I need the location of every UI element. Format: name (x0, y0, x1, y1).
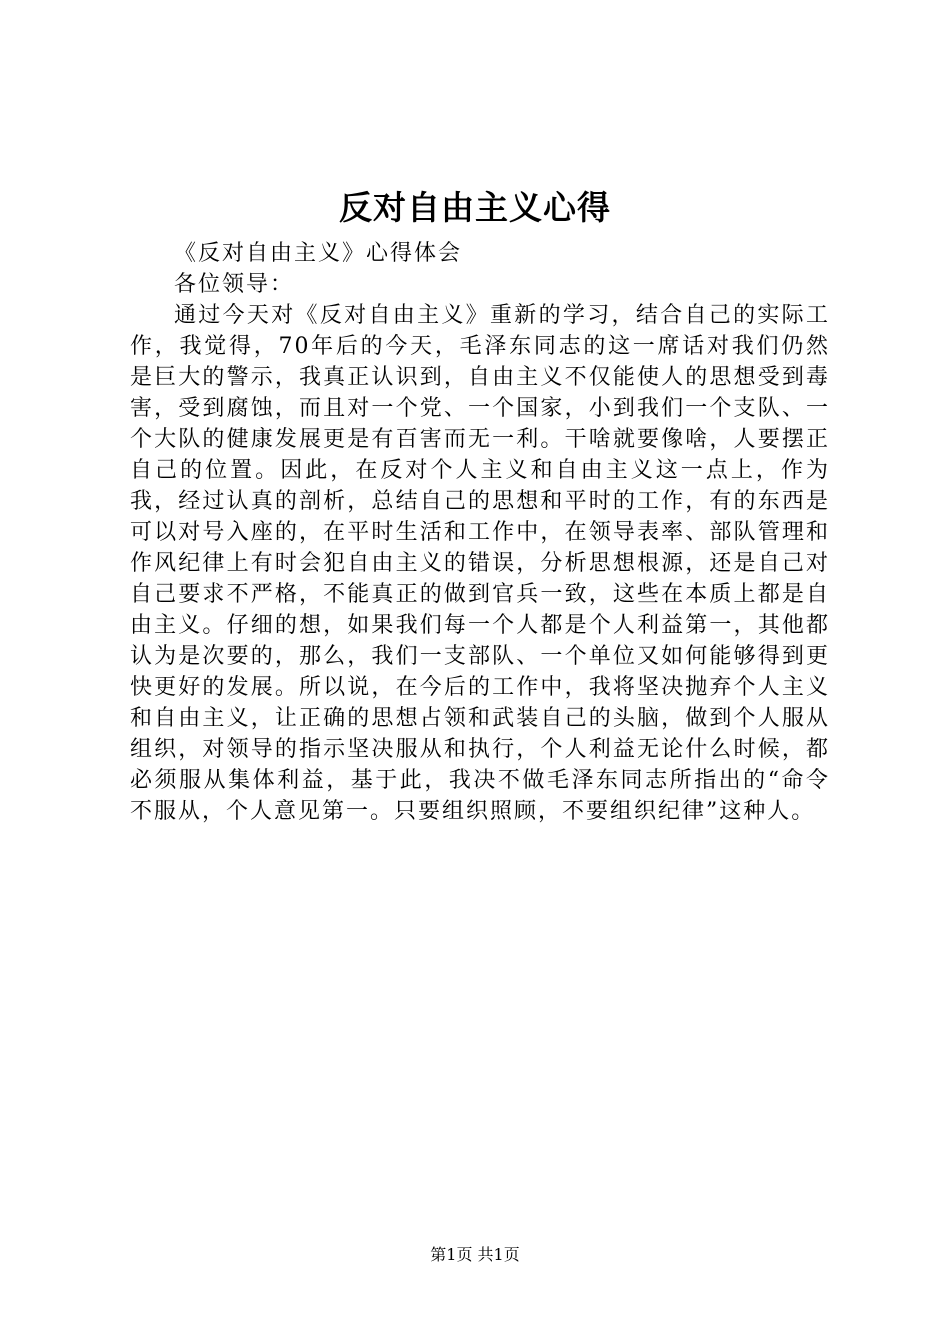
page-footer: 第1页 共1页 (430, 1245, 520, 1264)
main-paragraph: 通过今天对《反对自由主义》重新的学习，结合自己的实际工作，我觉得，70年后的今天，毛泽东同志的这一席话对我们仍然是巨大的警示，我真正认识到，自由主义不仅能使人的思想受到毒害，受到腐蚀，而且对一个党、一个国家，小到我们一个支队、一个大队的健康发展更是有百害而无一利。干啥就要像啥，人要摆正自己的位置。因此，在反对个人主义和自由主义这一点上，作为我，经过认真的剖析，总结自己的思想和平时的工作，有的东西是可以对号入座的，在平时生活和工作中，在领导表率、部队管理和作风纪律上有时会犯自由主义的错误，分析思想根源，还是自己对自己要求不严格，不能真正的做到官兵一致，这些在本质上都是自由主义。仔细的想，如果我们每一个人都是个人利益第一，其他都认为是次要的，那么，我们一支部队、一个单位又如何能够得到更快更好的发展。所以说，在今后的工作中，我将坚决抛弃个人主义和自由主义，让正确的思想占领和武装自己的头脑，做到个人服从组织，对领导的指示坚决服从和执行，个人利益无论什么时候，都必须服从集体利益，基于此，我决不做毛泽东同志所指出的“命令不服从，个人意见第一。只要组织照顾，不要组织纪律”这种人。 (130, 303, 830, 824)
document-title: 反对自由主义心得 (339, 188, 611, 227)
salutation-paragraph: 各位领导： (174, 272, 295, 297)
subtitle-paragraph: 《反对自由主义》心得体会 (174, 241, 463, 266)
document-body (130, 238, 830, 827)
